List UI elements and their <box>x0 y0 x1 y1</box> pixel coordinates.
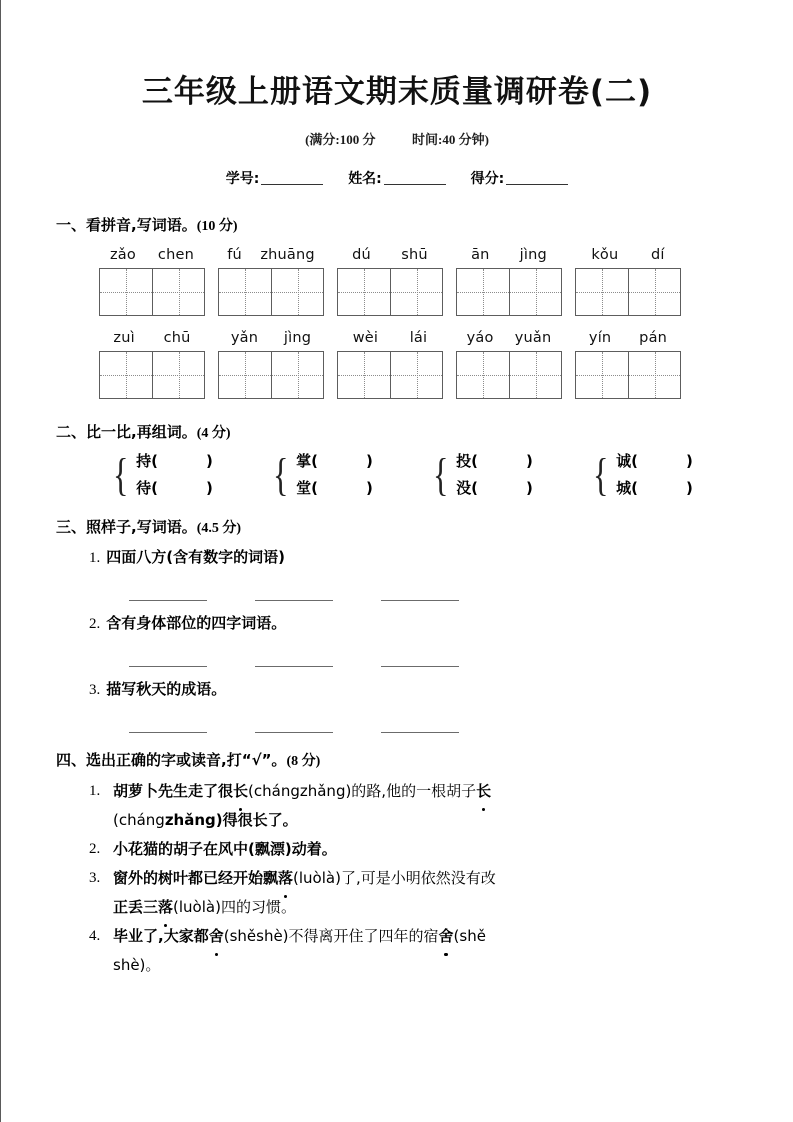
sentence-part[interactable]: 小花猫的胡子在风中(飘 <box>113 840 270 858</box>
pinyin-label <box>456 330 562 346</box>
compare-char: 投( <box>456 452 478 470</box>
section-4-item-4 <box>89 922 714 980</box>
compare-group <box>113 448 263 502</box>
student-score-blank[interactable] <box>506 170 568 185</box>
tianzige-box[interactable] <box>99 268 205 316</box>
emphasis-char[interactable]: 落 <box>278 864 293 893</box>
section-4-heading <box>56 749 793 770</box>
section-4-items <box>89 777 714 980</box>
pinyin-syllable: chen <box>157 247 194 263</box>
tianzige-box[interactable] <box>218 268 324 316</box>
exam-meta <box>1 129 793 148</box>
tianzige-box[interactable] <box>456 268 562 316</box>
item-text <box>113 777 714 835</box>
section-3-item-2 <box>89 612 793 633</box>
compare-pair <box>136 448 213 502</box>
answer-blank[interactable] <box>255 665 333 667</box>
paren-close: ) <box>205 452 213 470</box>
pinyin-label <box>218 247 324 263</box>
sentence-part: zhǎng)得很长了。 <box>164 811 298 829</box>
section-4-number: 四、 <box>56 751 87 769</box>
item-text: 四面八方(含有数字的词语) <box>106 548 285 566</box>
answer-blank-row <box>129 731 793 733</box>
duration-label: 时间:40 分钟) <box>412 132 489 147</box>
tianzige-cell[interactable] <box>271 269 323 315</box>
tianzige-box[interactable] <box>218 351 324 399</box>
item-text <box>113 864 714 922</box>
answer-blank[interactable] <box>255 731 333 733</box>
tianzige-cell[interactable] <box>628 352 680 398</box>
section-1-points: (10 分) <box>196 219 238 234</box>
answer-blank[interactable] <box>381 731 459 733</box>
pinyin-syllable: chū <box>163 330 191 346</box>
tianzige-cell[interactable] <box>576 352 628 398</box>
pinyin-label <box>218 330 324 346</box>
compare-group <box>433 448 583 502</box>
paren-close: ) <box>365 452 373 470</box>
compare-bottom-item[interactable] <box>616 475 693 502</box>
pinyin-grid-unit <box>456 330 562 399</box>
pinyin-syllable: zuì <box>113 330 135 346</box>
pinyin-grid-unit <box>575 330 681 399</box>
item-number: 2. <box>89 616 101 632</box>
section-2-heading <box>56 421 793 442</box>
student-info-row <box>1 168 793 188</box>
student-score-field[interactable] <box>471 168 569 188</box>
pinyin-syllable: lái <box>409 330 428 346</box>
pinyin-syllable: fú <box>227 247 242 263</box>
pinyin-option[interactable]: (luò <box>293 869 322 887</box>
paren-close: ) <box>365 479 373 497</box>
pinyin-grid-unit <box>575 247 681 316</box>
answer-blank[interactable] <box>255 599 333 601</box>
paren-close: ) <box>685 452 693 470</box>
item-text <box>113 835 714 864</box>
paren-close: ) <box>685 479 693 497</box>
section-4-item-2 <box>89 835 714 864</box>
compare-char: 待( <box>136 479 158 497</box>
curly-brace-icon: { <box>433 449 449 500</box>
section-3-title: 照样子,写词语。 <box>86 518 197 536</box>
pinyin-grid-unit <box>218 330 324 399</box>
compare-char: 持( <box>136 452 158 470</box>
pinyin-syllable: yín <box>588 330 612 346</box>
tianzige-box[interactable] <box>456 351 562 399</box>
section-1-heading <box>56 214 793 235</box>
full-score-label: (满分:100 分 <box>305 132 376 147</box>
answer-blank-row <box>129 665 793 667</box>
compare-group <box>593 448 743 502</box>
pinyin-grid-unit <box>99 247 205 316</box>
curly-brace-icon: { <box>113 449 129 500</box>
item-text: 描写秋天的成语。 <box>106 680 227 698</box>
pinyin-syllable: shū <box>401 247 428 263</box>
pinyin-option[interactable]: là)四的习惯。 <box>201 898 296 916</box>
page-title: 三年级上册语文期末质量调研卷(二) <box>141 74 653 110</box>
pinyin-syllable: zhuāng <box>260 247 315 263</box>
answer-blank-row <box>129 599 793 601</box>
tianzige-cell[interactable] <box>576 269 628 315</box>
pinyin-syllable: zǎo <box>109 247 136 263</box>
compare-top-item[interactable] <box>296 448 373 475</box>
pinyin-syllable: pán <box>639 330 668 346</box>
emphasis-char[interactable]: 落 <box>158 893 173 922</box>
pinyin-grid-unit <box>218 247 324 316</box>
tianzige-cell[interactable] <box>338 269 390 315</box>
compare-bottom-item[interactable] <box>296 475 373 502</box>
section-4-item-3 <box>89 864 714 922</box>
tianzige-cell[interactable] <box>219 352 271 398</box>
section-1-title: 看拼音,写词语。 <box>86 216 197 234</box>
tianzige-box[interactable] <box>575 351 681 399</box>
item-number: 4. <box>89 928 101 944</box>
compare-char: 诚( <box>616 452 638 470</box>
item-number: 3. <box>89 682 101 698</box>
sentence-part: 毕业了,大家都 <box>113 927 209 945</box>
compare-char: 没( <box>456 479 478 497</box>
tianzige-cell[interactable] <box>100 352 152 398</box>
section-3-points: (4.5 分) <box>196 521 242 536</box>
pinyin-option[interactable]: shè)不得离开住了四年的宿 <box>256 927 439 945</box>
paren-close: ) <box>525 479 533 497</box>
answer-blank[interactable] <box>129 665 207 667</box>
tianzige-cell[interactable] <box>457 352 509 398</box>
item-number: 1. <box>89 783 101 799</box>
emphasis-char[interactable]: 舍 <box>209 922 224 951</box>
pinyin-label <box>99 330 205 346</box>
pinyin-syllable: dí <box>651 247 665 263</box>
tianzige-cell[interactable] <box>509 352 561 398</box>
tianzige-cell[interactable] <box>152 269 204 315</box>
pinyin-option[interactable]: (cháng <box>113 811 165 829</box>
compare-pair <box>296 448 373 502</box>
tianzige-cell[interactable] <box>509 269 561 315</box>
student-id-label: 学号: <box>225 171 260 187</box>
tianzige-cell[interactable] <box>338 352 390 398</box>
emphasis-char[interactable]: 长 <box>233 777 248 806</box>
section-3-heading <box>56 516 793 537</box>
pinyin-label <box>337 330 443 346</box>
tianzige-box[interactable] <box>337 351 443 399</box>
pinyin-grid-unit <box>456 247 562 316</box>
emphasis-char[interactable]: 舍 <box>439 922 454 951</box>
student-id-blank[interactable] <box>261 170 323 185</box>
compare-bottom-item[interactable] <box>456 475 533 502</box>
pinyin-option[interactable]: zhǎng)的路,他的一根胡子 <box>299 782 477 800</box>
tianzige-box[interactable] <box>337 268 443 316</box>
pinyin-syllable: wèi <box>352 330 379 346</box>
compare-char: 堂( <box>296 479 318 497</box>
tianzige-box[interactable] <box>575 268 681 316</box>
pinyin-syllable: yǎn <box>230 330 259 346</box>
item-number: 2. <box>89 841 101 857</box>
item-number: 1. <box>89 550 101 566</box>
item-text <box>113 922 714 980</box>
paren-close: ) <box>525 452 533 470</box>
compare-pair <box>616 448 693 502</box>
compare-top-item[interactable] <box>456 448 533 475</box>
section-3-number: 三、 <box>56 518 87 536</box>
section-4-title: 选出正确的字或读音,打“√”。 <box>86 751 287 769</box>
pinyin-label <box>99 247 205 263</box>
pinyin-syllable: jìng <box>283 330 312 346</box>
tianzige-cell[interactable] <box>100 269 152 315</box>
pinyin-option[interactable]: shè)。 <box>113 956 161 974</box>
pinyin-label <box>337 247 443 263</box>
section-4-item-1 <box>89 777 714 835</box>
compare-words-row <box>113 448 793 502</box>
tianzige-cell[interactable] <box>390 269 442 315</box>
student-id-field[interactable] <box>226 168 324 188</box>
paren-close: ) <box>205 479 213 497</box>
sentence-part: 正丢三 <box>113 898 159 916</box>
sentence-part: 胡萝卜先生走了很 <box>113 782 234 800</box>
pinyin-syllable: yuǎn <box>514 330 552 346</box>
pinyin-syllable: dú <box>352 247 371 263</box>
tianzige-cell[interactable] <box>628 269 680 315</box>
pinyin-grid-row-1 <box>99 247 793 316</box>
pinyin-grid-unit <box>337 330 443 399</box>
pinyin-option[interactable]: là)了,可是小明依然没有改 <box>321 869 496 887</box>
pinyin-syllable: jìng <box>519 247 547 263</box>
compare-top-item[interactable] <box>136 448 213 475</box>
section-4-points: (8 分) <box>286 754 321 769</box>
section-2-number: 二、 <box>56 423 87 441</box>
pinyin-grid-unit <box>99 330 205 399</box>
compare-pair <box>456 448 533 502</box>
tianzige-cell[interactable] <box>152 352 204 398</box>
item-text: 含有身体部位的四字词语。 <box>106 614 287 632</box>
compare-char: 城( <box>616 479 638 497</box>
compare-char: 掌( <box>296 452 318 470</box>
curly-brace-icon: { <box>273 449 289 500</box>
pinyin-option[interactable]: (shě <box>453 927 486 945</box>
section-3-item-1 <box>89 546 793 567</box>
emphasis-char[interactable]: 长 <box>476 777 491 806</box>
pinyin-label <box>456 247 562 263</box>
pinyin-label <box>575 247 681 263</box>
pinyin-grid-unit <box>337 247 443 316</box>
section-2-points: (4 分) <box>196 426 231 441</box>
tianzige-cell[interactable] <box>390 352 442 398</box>
curly-brace-icon: { <box>593 449 609 500</box>
sentence-part: 窗外的树叶都已经开始飘 <box>113 869 279 887</box>
tianzige-cell[interactable] <box>457 269 509 315</box>
section-2-title: 比一比,再组词。 <box>86 423 197 441</box>
section-3-item-3 <box>89 678 793 699</box>
pinyin-syllable: ān <box>471 247 490 263</box>
pinyin-syllable: kǒu <box>591 247 619 263</box>
student-score-label: 得分: <box>470 171 505 187</box>
compare-top-item[interactable] <box>616 448 693 475</box>
pinyin-option[interactable]: (shě <box>223 927 257 945</box>
compare-bottom-item[interactable] <box>136 475 213 502</box>
tianzige-cell[interactable] <box>271 352 323 398</box>
student-name-label: 姓名: <box>348 171 382 187</box>
student-name-field[interactable] <box>348 168 446 188</box>
pinyin-grid-row-2 <box>99 330 793 399</box>
answer-blank[interactable] <box>129 731 207 733</box>
pinyin-option[interactable]: (cháng <box>248 782 300 800</box>
tianzige-box[interactable] <box>99 351 205 399</box>
tianzige-cell[interactable] <box>219 269 271 315</box>
pinyin-syllable: yáo <box>466 330 494 346</box>
compare-group <box>273 448 423 502</box>
pinyin-option[interactable]: (luò <box>173 898 202 916</box>
pinyin-label <box>575 330 681 346</box>
answer-blank[interactable] <box>129 599 207 601</box>
section-1-number: 一、 <box>56 216 87 234</box>
sentence-part[interactable]: 漂)动着。 <box>269 840 337 858</box>
student-name-blank[interactable] <box>384 170 446 185</box>
answer-blank[interactable] <box>381 599 459 601</box>
answer-blank[interactable] <box>381 665 459 667</box>
item-number: 3. <box>89 870 101 886</box>
